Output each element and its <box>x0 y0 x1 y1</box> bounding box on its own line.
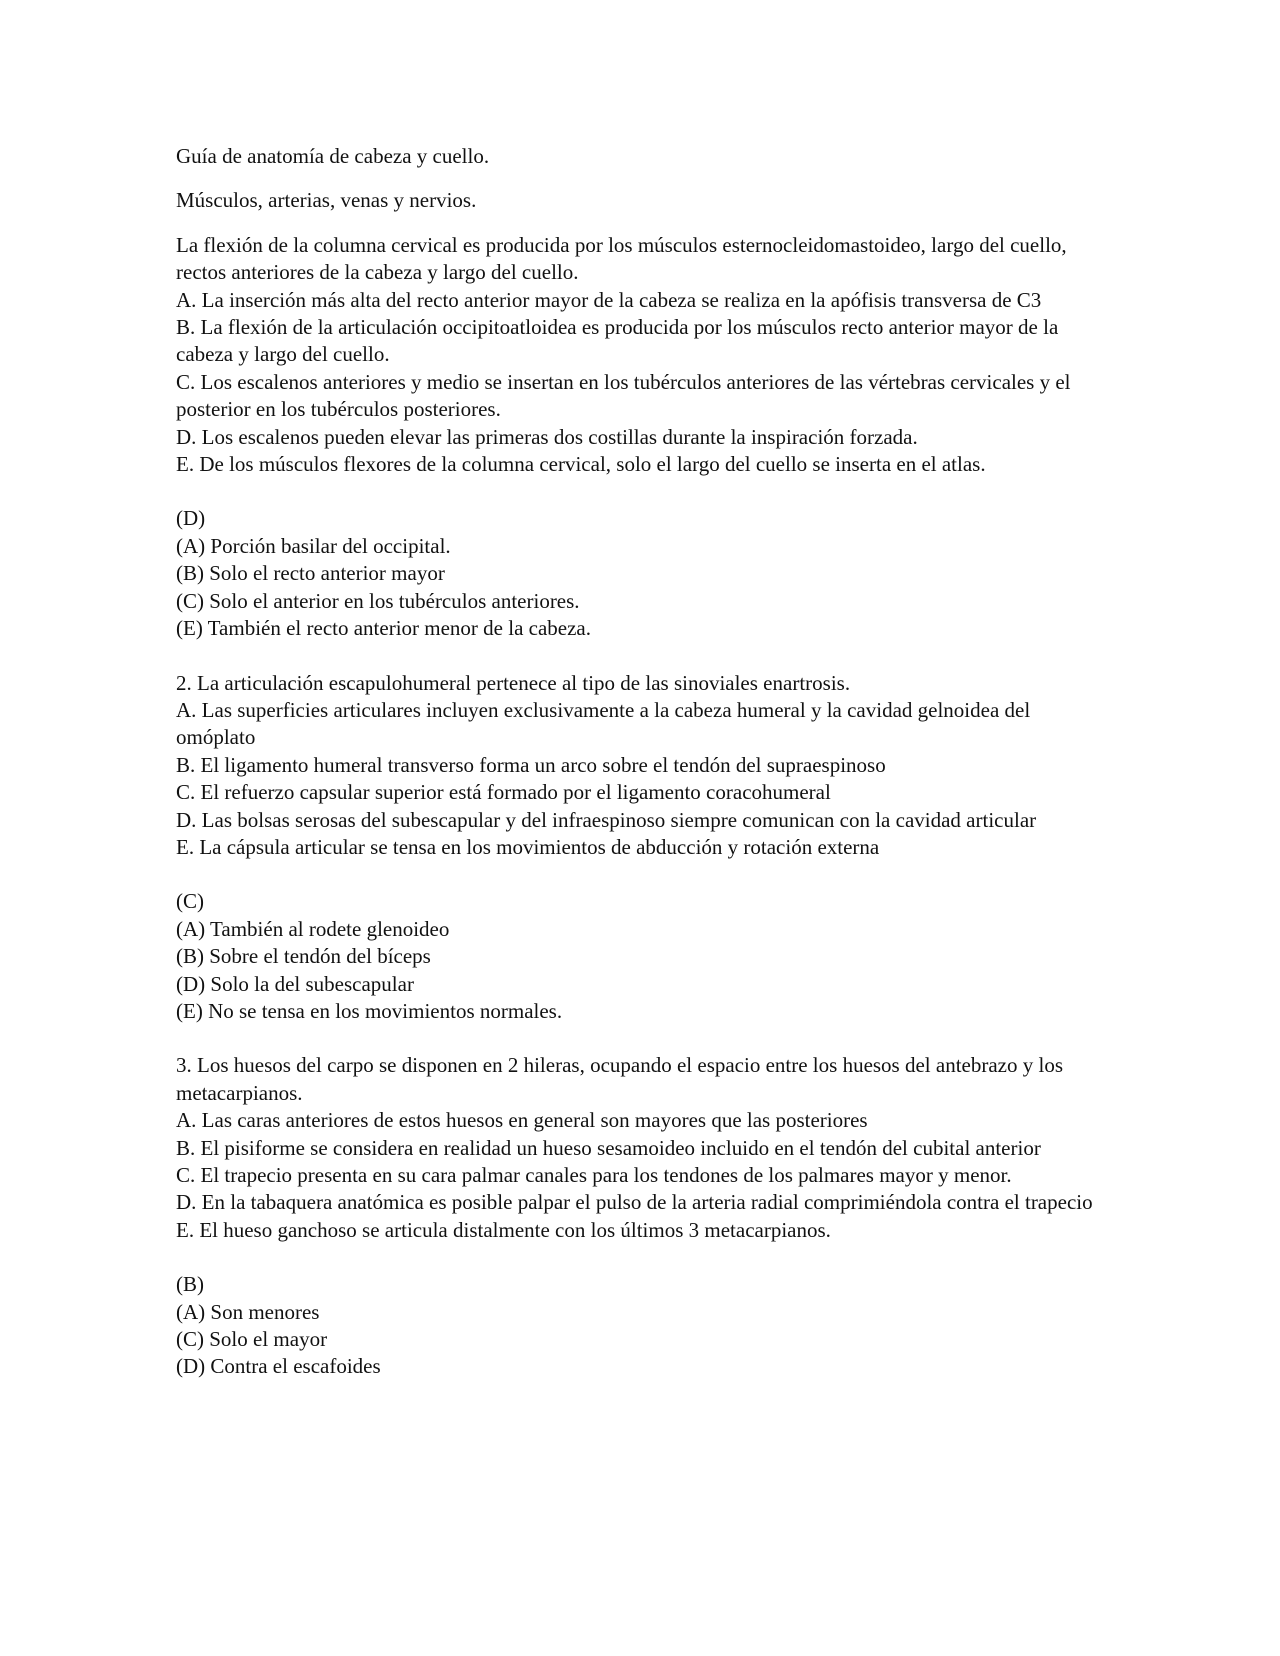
option-e: E. De los músculos flexores de la columna cervical, solo el largo del cuello se inserta en el atlas. <box>176 452 986 477</box>
document-title: Guía de anatomía de cabeza y cuello. <box>176 144 490 168</box>
option-d: D. Los escalenos pueden elevar las primeras dos costillas durante la inspiración forzada. <box>176 424 918 449</box>
option-e: E. La cápsula articular se tensa en los movimientos de abducción y rotación externa <box>176 834 880 859</box>
explanation-item: (E) No se tensa en los movimientos normales. <box>176 998 563 1023</box>
option-c: C. El trapecio presenta en su cara palmar canales para los tendones de los palmares mayor y menor. <box>176 1163 1012 1187</box>
option-e: E. El hueso ganchoso se articula distalmente con los últimos 3 metacarpianos. <box>176 1217 831 1242</box>
option-b: B. El pisiforme se considera en realidad un hueso sesamoideo incluido en el tendón del cubital anterior <box>176 1135 1041 1160</box>
answer-key: (D) <box>176 506 206 531</box>
answer-block-2 <box>176 888 1106 1025</box>
spacer <box>176 1025 1106 1052</box>
explanation-item: (B) Solo el recto anterior mayor <box>176 561 445 586</box>
document-body <box>176 143 1106 1381</box>
answer-block-1 <box>176 505 1106 642</box>
option-a: A. La inserción más alta del recto anterior mayor de la cabeza se realiza en la apófisis transversa de C3 <box>176 287 1042 312</box>
option-c: C. El refuerzo capsular superior está formado por el ligamento coracohumeral <box>176 780 831 805</box>
option-a: A. Las caras anteriores de estos huesos en general son mayores que las posteriores <box>176 1108 868 1133</box>
option-b: B. El ligamento humeral transverso forma un arco sobre el tendón del supraespinoso <box>176 752 886 777</box>
spacer <box>176 478 1106 505</box>
explanation-item: (A) Porción basilar del occipital. <box>176 533 451 558</box>
document-subtitle: Músculos, arterias, venas y nervios. <box>176 188 477 213</box>
explanation-item: (C) Solo el mayor <box>176 1327 328 1352</box>
explanation-item: (E) También el recto anterior menor de la cabeza. <box>176 616 592 641</box>
explanation-item: (C) Solo el anterior en los tubérculos anteriores. <box>176 588 580 613</box>
spacer <box>176 643 1106 670</box>
option-c: C. Los escalenos anteriores y medio se insertan en los tubérculos anteriores de las vértebras cervicales y el posterior en los tubérculos posteriores. <box>176 369 1071 422</box>
spacer <box>176 1244 1106 1271</box>
option-a: A. Las superficies articulares incluyen exclusivamente a la cabeza humeral y la cavidad gelnoidea del omóplato <box>176 697 1031 750</box>
question-stem: 3. Los huesos del carpo se disponen en 2 hileras, ocupando el espacio entre los huesos del antebrazo y los metacarpianos. <box>176 1053 1064 1105</box>
answer-key: (C) <box>176 889 204 914</box>
option-d: D. Las bolsas serosas del subescapular y del infraespinoso siempre comunican con la cavidad articular <box>176 807 1037 832</box>
spacer <box>176 861 1106 888</box>
answer-key: (B) <box>176 1272 204 1297</box>
explanation-item: (B) Sobre el tendón del bíceps <box>176 944 431 969</box>
explanation-item: (D) Contra el escafoides <box>176 1354 381 1379</box>
question-1 <box>176 232 1106 479</box>
question-2 <box>176 670 1106 862</box>
explanation-item: (D) Solo la del subescapular <box>176 971 414 996</box>
explanation-item: (A) También al rodete glenoideo <box>176 916 450 941</box>
question-stem: La flexión de la columna cervical es producida por los músculos esternocleidomastoideo, largo del cuello, rectos anteriores de la cabeza y largo del cuello. <box>176 232 1067 285</box>
answer-block-3 <box>176 1271 1106 1381</box>
explanation-item: (A) Son menores <box>176 1299 320 1324</box>
option-d: D. En la tabaquera anatómica es posible palpar el pulso de la arteria radial comprimiéndola contra el trapecio <box>176 1190 1093 1215</box>
question-3 <box>176 1052 1106 1244</box>
option-b: B. La flexión de la articulación occipitoatloidea es producida por los músculos recto anterior mayor de la cabeza y largo del cuello. <box>176 315 1059 367</box>
question-stem: 2. La articulación escapulohumeral pertenece al tipo de las sinoviales enartrosis. <box>176 670 851 695</box>
